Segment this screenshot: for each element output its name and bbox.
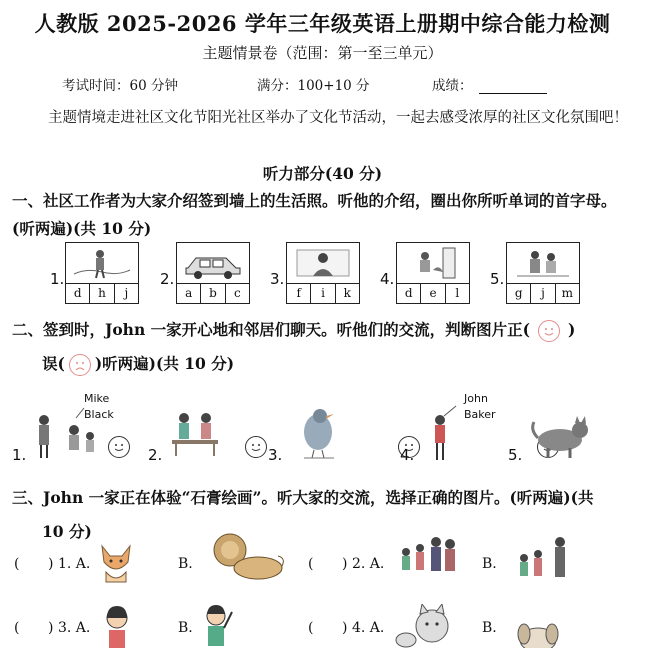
q3-item-3-a: 3. A. — [58, 620, 91, 636]
letter-option[interactable]: d — [404, 286, 413, 300]
q2-image-5 — [528, 410, 592, 462]
q2-text-b: ) — [567, 320, 576, 339]
q1-image-3 — [287, 243, 359, 284]
letter-option[interactable]: k — [335, 284, 359, 303]
q3-item-2-a: 2. A. — [352, 556, 385, 572]
q1-card-4 — [396, 242, 470, 304]
q1-cards-row — [50, 242, 610, 306]
q2-text-c: 误( — [42, 354, 65, 373]
letter-option[interactable]: f — [296, 286, 301, 300]
letter-option[interactable]: h — [89, 284, 113, 303]
q2-instruction — [12, 316, 637, 344]
page-subtitle: 主题情景卷（范围：第一至三单元） — [202, 44, 443, 62]
q3-item-3-b: B. — [178, 620, 193, 636]
cat-icon[interactable] — [394, 604, 460, 648]
boy-icon[interactable] — [200, 600, 236, 648]
q1-image-4 — [397, 243, 469, 284]
q1-item-number: 2. — [160, 270, 175, 288]
q2-image-2 — [166, 406, 226, 466]
family-icon[interactable] — [396, 530, 460, 586]
q2-image-1 — [32, 396, 102, 466]
fox-icon[interactable] — [96, 540, 136, 584]
score-blank[interactable] — [479, 81, 547, 94]
lion-icon[interactable] — [206, 528, 286, 584]
score-total: 满分：100+10 分 — [257, 78, 370, 94]
answer-paren-open[interactable]: ( — [308, 556, 314, 572]
q2-item-number: 3. — [268, 446, 283, 464]
frown-icon — [69, 354, 91, 376]
letter-option[interactable]: m — [555, 284, 579, 303]
q2-instruction-line2 — [42, 350, 602, 378]
score-field — [432, 74, 547, 94]
smile-icon — [538, 320, 560, 342]
page-title: 人教版 2025-2026 学年三年级英语上册期中综合能力检测 — [34, 11, 611, 36]
q2-text-d: )听两遍)(共 10 分) — [94, 354, 235, 373]
dog-icon[interactable] — [514, 616, 562, 648]
answer-paren-close[interactable]: ) — [342, 620, 348, 636]
q3-item-2-b: B. — [482, 556, 497, 572]
q1-image-1 — [66, 243, 138, 284]
answer-paren-open[interactable]: ( — [14, 620, 20, 636]
q1-item-number: 4. — [380, 270, 395, 288]
q2-item-number: 2. — [148, 446, 163, 464]
listening-section-heading: 听力部分(40 分) — [262, 164, 383, 183]
q3-item-1-b: B. — [178, 556, 193, 572]
answer-paren-open[interactable]: ( — [308, 620, 314, 636]
tag-black: Black — [84, 408, 114, 421]
q2-item-number: 1. — [12, 446, 27, 464]
q2-item-number: 4. — [400, 446, 415, 464]
q1-item-number: 1. — [50, 270, 65, 288]
face-icon[interactable] — [245, 436, 267, 458]
letter-option[interactable]: c — [225, 284, 249, 303]
q3-instruction-line2: 10 分) — [42, 522, 92, 541]
q1-card-3 — [286, 242, 360, 304]
q1-item-number: 3. — [270, 270, 285, 288]
q2-image-4 — [422, 402, 462, 466]
letter-option[interactable]: j — [114, 284, 138, 303]
letter-option[interactable]: g — [514, 286, 523, 300]
q3-item-4-b: B. — [482, 620, 497, 636]
tag-mike: Mike — [84, 392, 110, 405]
girl-icon[interactable] — [100, 604, 134, 648]
letter-option[interactable]: e — [420, 284, 444, 303]
q3-item-1-a: 1. A. — [58, 556, 91, 572]
letter-option[interactable]: a — [185, 286, 193, 300]
answer-paren-close[interactable]: ) — [48, 620, 54, 636]
q1-image-2 — [177, 243, 249, 284]
answer-paren-close[interactable]: ) — [48, 556, 54, 572]
letter-option[interactable]: i — [310, 284, 334, 303]
answer-paren-close[interactable]: ) — [342, 556, 348, 572]
q3-item-4-a: 4. A. — [352, 620, 385, 636]
family-icon[interactable] — [514, 530, 576, 588]
q1-text: 一、社区工作者为大家介绍签到墙上的生活照。听他的介绍，圈出你所听单词的首字母。(听两遍)(共 10 分) — [12, 191, 617, 238]
q2-picture-row — [12, 388, 637, 472]
q2-text-a: 二、签到时，John 一家开心地和邻居们聊天。听他们的交流，判断图片正( — [12, 320, 530, 339]
q1-card-1 — [65, 242, 139, 304]
face-icon[interactable] — [108, 436, 130, 458]
answer-paren-open[interactable]: ( — [14, 556, 20, 572]
q1-card-2 — [176, 242, 250, 304]
letter-option[interactable]: d — [73, 286, 82, 300]
intro-paragraph: 主题情境走进社区文化节阳光社区举办了文化节活动，一起去感受浓厚的社区文化氛围吧！ — [48, 110, 628, 126]
q2-image-3 — [290, 402, 346, 462]
tag-john: John — [464, 392, 488, 405]
q1-instruction — [12, 187, 630, 243]
q1-image-5 — [507, 243, 579, 284]
letter-option[interactable]: j — [530, 284, 554, 303]
q1-item-number: 5. — [490, 270, 505, 288]
q1-card-5 — [506, 242, 580, 304]
exam-time: 考试时间：60 分钟 — [62, 78, 178, 94]
letter-option[interactable]: l — [445, 284, 469, 303]
score-label: 成绩： — [432, 78, 473, 94]
letter-option[interactable]: b — [200, 284, 224, 303]
tag-baker: Baker — [464, 408, 496, 421]
q3-instruction: 三、John 一家正在体验“石膏绘画”。听大家的交流，选择正确的图片。(听两遍)(共 — [12, 488, 594, 507]
q2-item-number: 5. — [508, 446, 523, 464]
